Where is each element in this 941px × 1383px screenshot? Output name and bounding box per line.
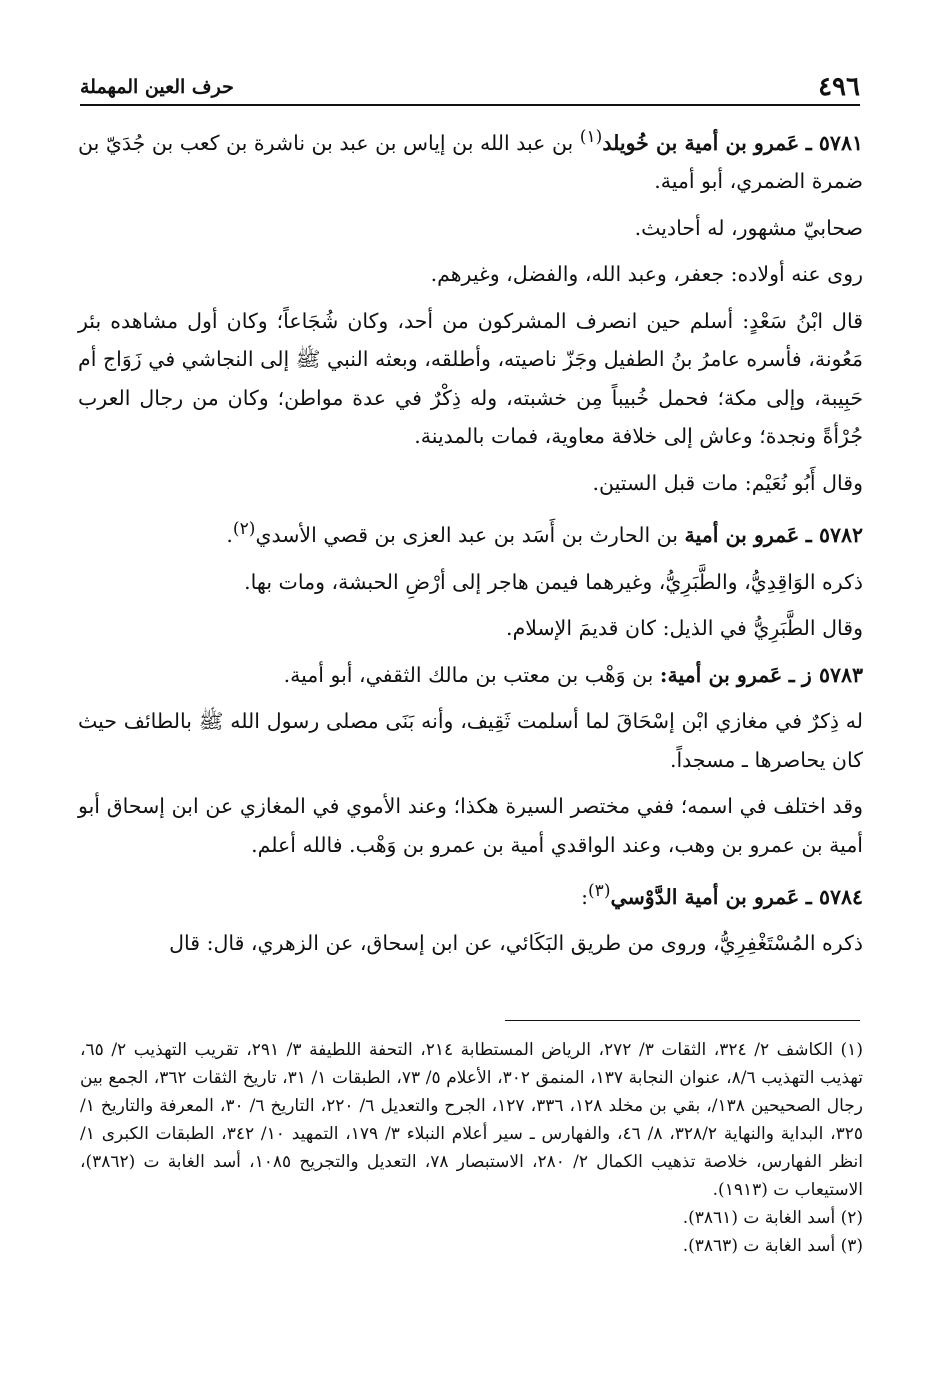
paragraph: وقال الطَّبَرِيُّ في الذيل: كان قديمَ الإسلام.: [506, 616, 863, 641]
paragraph: روى عنه أولاده: جعفر، وعبد الله، والفضل، وغيرهم.: [430, 262, 863, 287]
footnote-item: (١) الكاشف ٢/ ٣٢٤، الثقات ٣/ ٢٧٢، الرياض المستطابة ٢١٤، التحفة اللطيفة ٣/ ٢٩١، تقريب التهذيب ٢/ ٦٥، تهذيب التهذيب ٨/٦، عنوان النجابة ١٣٧، المنمق ٣٠٢، الأعلام ٥/ ٧٣، الطبقات ١/ ٣١، تاريخ الثقات ٣٦٢، الجمع بين رجال الصحيحين ١٣٨/، بقي بن مخلد ١٢٨، ٣٣٦، ١٢٧، الجرح والتعديل ٦/ ٢٢٠، التاريخ ٦/ ٣٠، المعرفة والتاريخ ١/ ٣٢٥، البداية والنهاية ٣٢٨/٢، ٨/ ٤٦، والفهارس ـ سير أعلام النبلاء ٣/ ١٧٩، التمهيد ١٠/ ٣٤٢، الطبقات الكبرى ١/ انظر الفهارس، خلاصة تذهيب الكمال ٢/ ٢٨٠، الاستبصار ٧٨، التعديل والتجريح ١٠٨٥، أسد الغابة ت (٣٨٦٢)، الاستيعاب ت (١٩١٣).: [80, 1040, 864, 1200]
entry-5781-heading-paragraph: [78, 118, 863, 201]
paragraph: صحابيّ مشهور، له أحاديث.: [634, 215, 863, 240]
footnote-marker: (٣): [588, 881, 611, 902]
running-title: حرف العين المهملة: [80, 76, 234, 98]
footnotes: [80, 1036, 863, 1260]
paragraph: وقال أَبُو نُعَيْم: مات قبل الستين.: [592, 470, 863, 495]
entry-number: ٥٧٨١ ـ: [805, 130, 863, 155]
paragraph: وقد اختلف في اسمه؛ ففي مختصر السيرة هكذا؛ وعند الأموي في المغازي عن ابن إسحاق أبو أمية بن عمرو بن وهب، وعند الواقدي أمية بن عمرو بن وَهْب. فالله أعلم.: [78, 794, 863, 857]
entry-5784-heading-paragraph: [78, 872, 863, 916]
footnote-marker: (١): [579, 127, 603, 147]
entry-number: ٥٧٨٣ ز ـ: [788, 662, 863, 687]
entry-lineage: بن وَهْب بن معتب بن مالك الثقفي، أبو أمية.: [283, 662, 654, 687]
entry-lineage: بن الحارث بن أَسَد بن عبد العزى بن قصي الأسدي: [255, 523, 678, 548]
paragraph: له ذِكرٌ في مغازي ابْن إسْحَاقَ لما أسلمت ثَقِيف، وأنه بَنَى مصلى رسول الله ﷺ بالطائف حيث كان يحاصرها ـ مسجداً.: [78, 709, 863, 772]
paragraph: ذكره الوَاقِدِيُّ، والطَّبَرِيُّ، وغيرهما فيمن هاجر إلى أرْضِ الحبشة، ومات بها.: [244, 569, 863, 594]
paragraph: ذكره المُسْتَغْفِرِيُّ، وروى من طريق البَكَائي، عن ابن إسحاق، عن الزهري، قال: قال: [169, 931, 863, 956]
entry-end-punct: .: [226, 523, 233, 548]
footnote-marker: (٢): [232, 519, 256, 540]
entry-number: ٥٧٨٢ ـ: [805, 523, 863, 548]
footnote-item: (٣) أسد الغابة ت (٣٨٦٣).: [682, 1236, 863, 1256]
entry-name: عَمرو بن أمية بن خُويلد: [602, 130, 800, 155]
entry-name: عَمرو بن أمية الدَّوْسي: [610, 884, 800, 909]
page-header: [80, 70, 860, 106]
entry-end-punct: :: [581, 884, 588, 909]
footnote-item: (٢) أسد الغابة ت (٣٨٦١).: [682, 1208, 863, 1228]
entry-name: عَمرو بن أمية:: [659, 662, 783, 687]
entry-name: عَمرو بن أمية: [684, 523, 800, 548]
footnote-separator: [505, 1020, 860, 1021]
main-text: [78, 118, 863, 971]
page-number: ٤٩٦: [818, 72, 860, 102]
paragraph: قال ابْنُ سَعْدٍ: أسلم حين انصرف المشركون من أحد، وكان شُجَاعاً؛ وكان أول مشاهده بئر مَعُونة، فأسره عامرُ بنُ الطفيل وجَزّ ناصيته، وأطلقه، وبعثه النبي ﷺ إلى النجاشي في زَوَاج أم حَبِيبة، وإلى مكة؛ فحمل خُبيباً مِن خشبته، وله ذِكْرٌ في عدة مواطن؛ وكان من رجال العرب جُرْأةً ونجدة؛ وعاش إلى خلافة معاوية، فمات بالمدينة.: [78, 308, 863, 449]
entry-5783-heading-paragraph: [78, 656, 863, 695]
entry-5782-heading-paragraph: [78, 510, 863, 554]
entry-lineage: بن عبد الله بن إياس بن عبد بن ناشرة بن كعب بن جُدَيّ بن ضمرة الضمري، أبو أمية.: [78, 130, 863, 194]
entry-number: ٥٧٨٤ ـ: [805, 884, 863, 909]
